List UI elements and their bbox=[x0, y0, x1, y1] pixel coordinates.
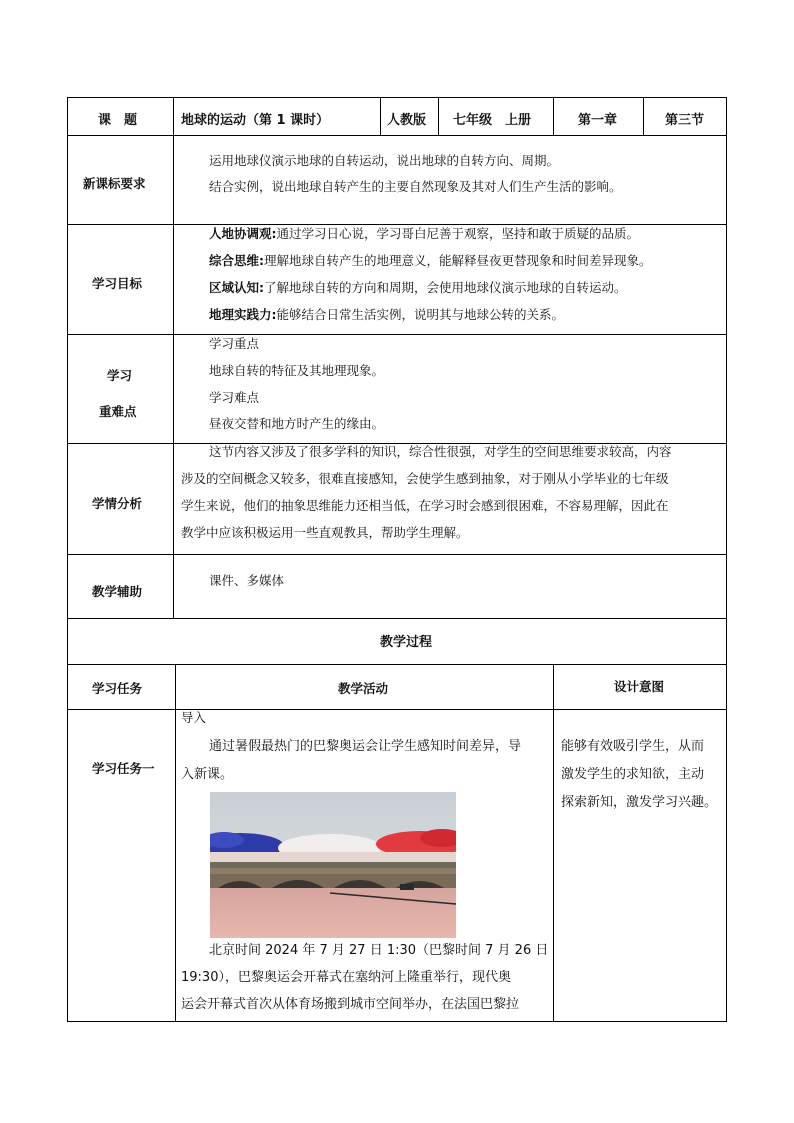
border-top bbox=[67, 97, 727, 98]
rule bbox=[643, 97, 644, 136]
process-title: 教学过程 bbox=[380, 635, 433, 650]
keypoints-line: 学习难点 bbox=[209, 390, 260, 405]
analysis-line: 教学中应该积极运用一些直观教具，帮助学生理解。 bbox=[181, 525, 469, 540]
grade: 七年级 上册 bbox=[453, 113, 532, 128]
border-right bbox=[726, 97, 727, 1022]
objective-text: 能够结合日常生活实例，说明其与地球公转的关系。 bbox=[276, 307, 565, 322]
rule bbox=[553, 664, 554, 1022]
keypoints-label: 学习 bbox=[107, 368, 133, 383]
rule bbox=[173, 135, 174, 619]
rule bbox=[438, 97, 439, 136]
keypoints-label: 重难点 bbox=[99, 404, 137, 419]
objective-key: 区域认知: bbox=[209, 280, 264, 295]
objective-item bbox=[209, 282, 627, 295]
keypoints-line: 地球自转的特征及其地理现象。 bbox=[209, 363, 385, 378]
curriculum-line: 运用地球仪演示地球的自转运动，说出地球的自转方向、周期。 bbox=[209, 153, 560, 168]
body-line: 北京时间 2024 年 7 月 27 日 1:30（巴黎时间 7 月 26 日 bbox=[209, 943, 549, 958]
course-title: 地球的运动（第 1 课时） bbox=[181, 113, 330, 128]
publisher: 人教版 bbox=[387, 113, 427, 128]
objective-text: 理解地球自转产生的地理意义，能解释昼夜更替现象和时间差异现象。 bbox=[264, 253, 652, 268]
col-header-activity: 教学活动 bbox=[338, 681, 389, 696]
rule bbox=[553, 97, 554, 136]
intro-heading: 导入 bbox=[181, 710, 207, 725]
objective-item bbox=[209, 255, 652, 268]
border-bottom bbox=[67, 1021, 727, 1022]
intent-line: 探索新知，激发学习兴趣。 bbox=[561, 795, 718, 810]
col-header-task: 学习任务 bbox=[92, 681, 143, 696]
analysis-label: 学情分析 bbox=[92, 496, 143, 511]
olympic-ceremony-photo bbox=[210, 792, 456, 938]
objective-key: 综合思维: bbox=[209, 253, 264, 268]
rule bbox=[380, 97, 381, 136]
course-label: 课 题 bbox=[98, 113, 138, 128]
rule bbox=[67, 334, 727, 335]
intent-line: 激发学生的求知欲，主动 bbox=[561, 767, 705, 782]
analysis-line: 这节内容又涉及了很多学科的知识，综合性很强，对学生的空间思维要求较高，内容 bbox=[209, 444, 672, 459]
rule bbox=[67, 135, 727, 136]
aids-text: 课件、多媒体 bbox=[209, 573, 285, 588]
objectives-label: 学习目标 bbox=[92, 276, 143, 291]
objective-text: 了解地球自转的方向和周期，会使用地球仪演示地球的自转运动。 bbox=[264, 280, 627, 295]
objective-key: 地理实践力: bbox=[209, 307, 277, 322]
curriculum-line: 结合实例，说出地球自转产生的主要自然现象及其对人们生产生活的影响。 bbox=[209, 179, 622, 194]
rule bbox=[175, 664, 176, 1022]
rule bbox=[67, 224, 727, 225]
intent-line: 能够有效吸引学生，从而 bbox=[561, 739, 705, 754]
task-name: 学习任务一 bbox=[92, 761, 155, 776]
rule bbox=[67, 664, 727, 665]
objective-item bbox=[209, 309, 564, 322]
analysis-line: 学生来说，他们的抽象思维能力还相当低，在学习时会感到很困难，不容易理解，因此在 bbox=[181, 498, 669, 513]
body-line: 运会开幕式首次从体育场搬到城市空间举办，在法国巴黎拉 bbox=[181, 997, 520, 1012]
section: 第三节 bbox=[665, 113, 705, 128]
objective-text: 通过学习日心说，学习哥白尼善于观察，坚持和敢于质疑的品质。 bbox=[276, 226, 640, 241]
intro-line: 入新课。 bbox=[181, 767, 234, 782]
rule bbox=[67, 709, 727, 710]
analysis-line: 涉及的空间概念又较多，很难直接感知，会使学生感到抽象，对于刚从小学毕业的七年级 bbox=[181, 471, 669, 486]
objective-item bbox=[209, 228, 639, 241]
border-left bbox=[67, 97, 68, 1022]
col-header-intent: 设计意图 bbox=[614, 679, 665, 694]
chapter: 第一章 bbox=[578, 113, 618, 128]
body-line: 19:30），巴黎奥运会开幕式在塞纳河上隆重举行，现代奥 bbox=[181, 970, 511, 985]
curriculum-label: 新课标要求 bbox=[83, 176, 146, 191]
intro-line: 通过暑假最热门的巴黎奥运会让学生感知时间差异，导 bbox=[209, 739, 522, 754]
keypoints-line: 昼夜交替和地方时产生的缘由。 bbox=[209, 416, 385, 431]
objective-key: 人地协调观: bbox=[209, 226, 277, 241]
rule bbox=[67, 618, 727, 619]
keypoints-line: 学习重点 bbox=[209, 336, 260, 351]
rule bbox=[67, 554, 727, 555]
aids-label: 教学辅助 bbox=[92, 584, 143, 599]
rule bbox=[173, 97, 174, 136]
